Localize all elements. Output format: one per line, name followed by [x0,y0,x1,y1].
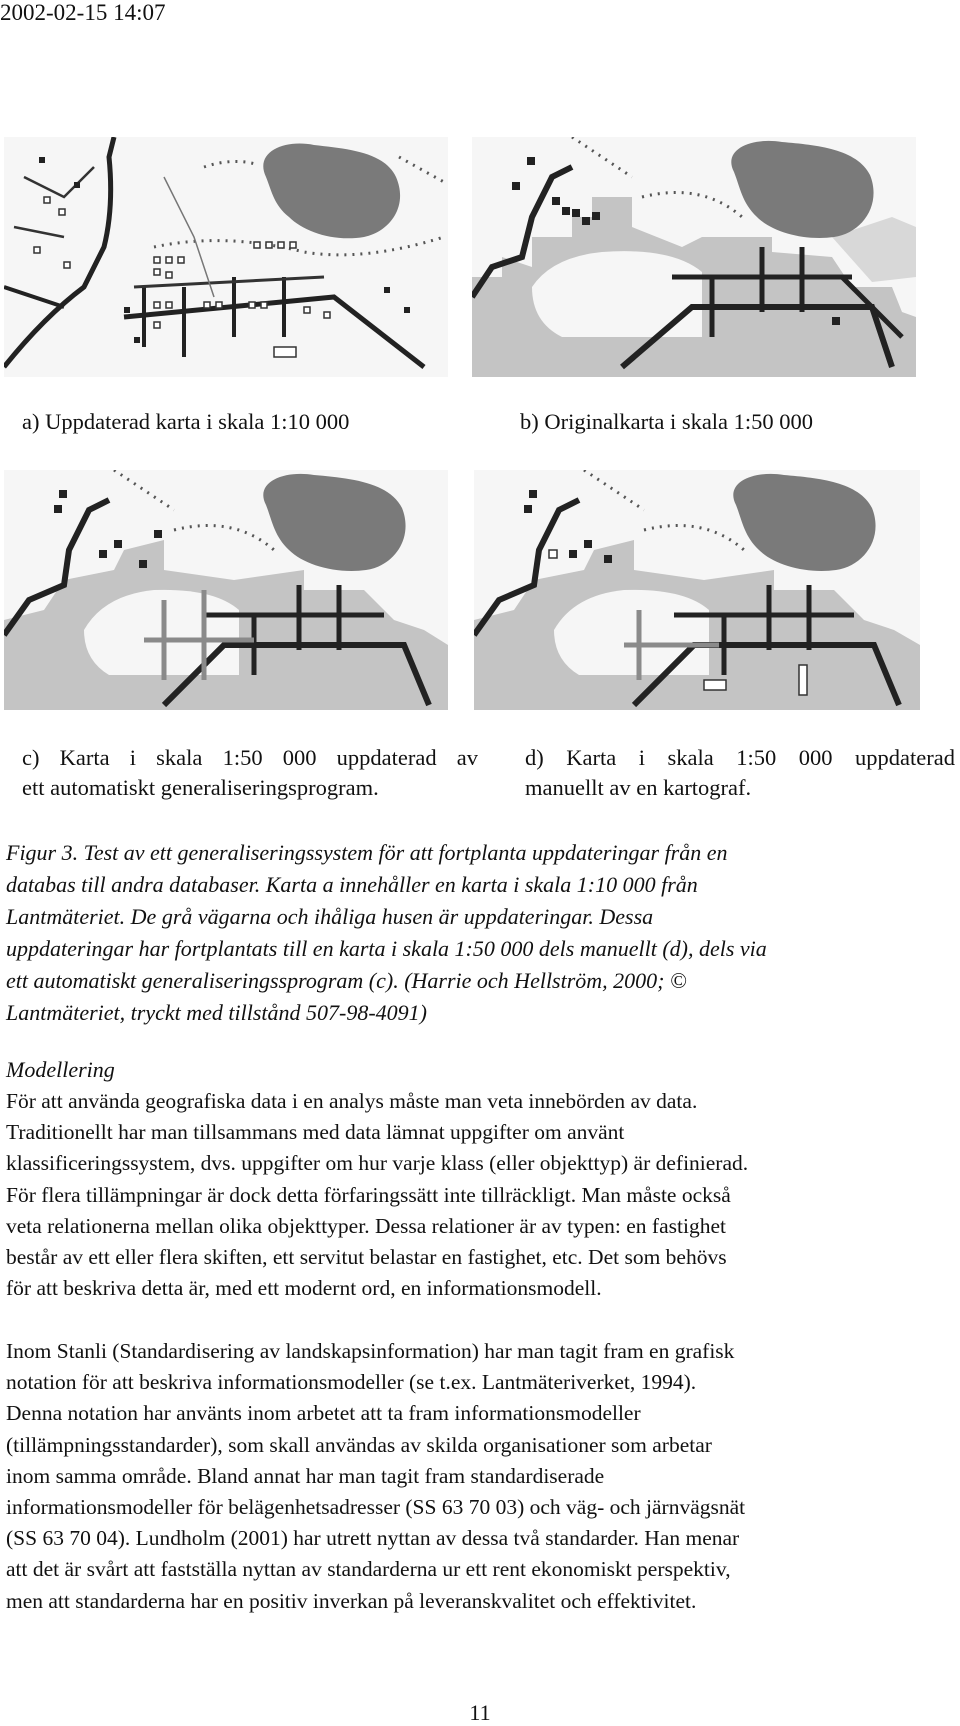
paragraph-line: informationsmodeller för belägenhetsadresser (SS 63 70 03) och väg- och järnvägsnät [6,1495,746,1520]
paragraph-line: klassificeringssystem, dvs. uppgifter om hur varje klass (eller objekttyp) är definierad. [6,1151,749,1176]
lake-b [731,141,873,238]
caption-d-line1: d) Karta i skala 1:50 000 uppdaterad [525,745,955,770]
paragraph-line: Traditionellt har man tillsammans med data lämnat uppgifter om använt [6,1120,625,1145]
map-d [474,470,920,710]
figure-caption-line: Lantmäteriet, tryckt med tillstånd 507-98-4091) [6,1000,427,1025]
map-a [4,137,448,377]
lake-d [733,474,875,571]
paragraph-line: (SS 63 70 04). Lundholm (2001) har utrett nyttan av dessa två standarder. Han menar [6,1526,740,1551]
map-c-drawing [4,470,448,710]
paragraph-1 [6,1086,954,1304]
paragraph-line: inom samma område. Bland annat har man tagit fram standardiserade [6,1463,605,1488]
caption-d-line2: manuellt av en kartograf. [525,775,752,800]
road-a7 [164,177,214,297]
caption-a: a) Uppdaterad karta i skala 1:10 000 [22,409,350,434]
road-a1 [4,137,114,367]
figure-caption-line: ett automatiskt generaliseringssprogram (c). (Harrie och Hellström, 2000; © [6,968,687,993]
road-a2 [4,287,64,307]
road-a6 [14,167,94,237]
lake-c [263,474,405,571]
paragraph-line: men att standarderna har en positiv inverkan på leveranskvalitet och effektivitet. [6,1588,697,1613]
map-b [472,137,916,377]
figure-caption-line: Lantmäteriet. De grå vägarna och ihåliga husen är uppdateringar. Dessa [6,904,654,929]
boundary-d1 [584,470,744,550]
figure-caption-line: uppdateringar har fortplantats till en karta i skala 1:50 000 dels manuellt (d), dels via [6,936,767,961]
figure-caption-line: Figur 3. Test av ett generaliseringssystem för att fortplanta uppdateringar från en [6,840,728,865]
paragraph-line: Denna notation har använts inom arbetet att ta fram informationsmodeller [6,1401,641,1426]
paragraph-line: Inom Stanli (Standardisering av landskapsinformation) har man tagit fram en grafisk [6,1339,735,1363]
caption-b: b) Originalkarta i skala 1:50 000 [520,409,814,434]
figure-caption [6,837,946,1029]
lake-a [263,144,400,239]
header-datetime: 2002-02-15 14:07 [0,0,166,25]
map-b-drawing [472,137,916,377]
caption-c-line2: ett automatiskt generaliseringsprogram. [22,775,379,800]
paragraph-line: För att använda geografiska data i en analys måste man veta innebörden av data. [6,1089,698,1113]
paragraph-line: består av ett eller flera skiften, ett servitut belastar en fastighet, etc. Det som behövs [6,1245,727,1270]
boundary-a3 [399,157,444,182]
map-a-drawing [4,137,448,377]
paragraph-line: notation för att beskriva informationsmodeller (se t.ex. Lantmäteriverket, 1994). [6,1370,697,1395]
paragraph-line: att det är svårt att fastställa nyttan av standarderna ur ett rent ekonomiskt perspektiv, [6,1557,731,1582]
paragraph-line: för att beskriva detta är, med ett modernt ord, en informationsmodell. [6,1276,602,1301]
figure-caption-line: databas till andra databaser. Karta a innehåller en karta i skala 1:10 000 från [6,872,698,897]
road-a5 [134,277,324,287]
paragraph-line: (tillämpningsstandarder), som skall användas av skilda organisationer som arbetar [6,1432,712,1457]
boundary-a1 [204,161,259,167]
map-d-drawing [474,470,920,710]
boundary-c1 [114,470,274,550]
paragraph-2 [6,1336,954,1617]
page-number: 11 [469,1700,491,1725]
section-title: Modellering [6,1057,115,1082]
paragraph-line: veta relationerna mellan olika objekttyper. Dessa relationer är av typen: en fastighet [6,1213,726,1238]
map-c [4,470,448,710]
paragraph-line: För flera tillämpningar är dock detta förfaringssätt inte tillräckligt. Man måste också [6,1182,731,1207]
road-a4 [144,277,284,357]
caption-c-line1: c) Karta i skala 1:50 000 uppdaterad av [22,745,478,770]
